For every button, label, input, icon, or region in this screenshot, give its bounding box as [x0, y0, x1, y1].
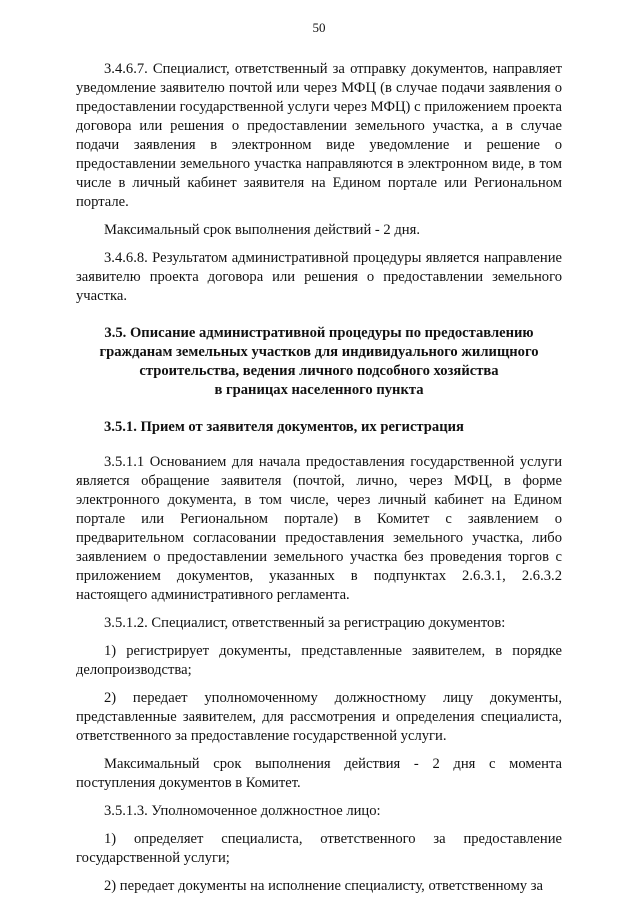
- paragraph-3-5-1-1: 3.5.1.1 Основанием для начала предоставления государственной услуги является обращение заявителя (почтой, лично, через МФЦ, в форме электронного документа, в том числе, через личный кабинет на Едином портале или Региональном портале) в Комитет с заявлением о предварительном согласовании предоставления земельного участка, либо заявлением о предоставлении земельного участка без проведения торгов с приложением документов, указанных в подпунктах 2.6.3.1, 2.6.3.2 настоящего административного регламента.: [76, 454, 562, 603]
- section-heading-line: гражданам земельных участков для индивидуального жилищного: [99, 344, 539, 360]
- section-heading-3-5: [76, 324, 562, 400]
- document-page: [76, 20, 562, 905]
- paragraph-3-4-6-8: 3.4.6.8. Результатом административной процедуры является направление заявителю проекта договора или решения о предоставлении земельного участка.: [76, 250, 562, 304]
- paragraph-max-term-1: Максимальный срок выполнения действий - 2 дня.: [104, 222, 420, 238]
- list-item-define-specialist: 1) определяет специалиста, ответственного за предоставление государственной услуги;: [76, 831, 562, 866]
- paragraph-3-5-1-3: 3.5.1.3. Уполномоченное должностное лицо:: [104, 803, 381, 819]
- page-number: 50: [312, 20, 326, 35]
- paragraph-3-5-1-2: 3.5.1.2. Специалист, ответственный за регистрацию документов:: [104, 615, 506, 631]
- list-item-register: 1) регистрирует документы, представленные заявителем, в порядке делопроизводства;: [76, 643, 562, 678]
- paragraph-3-4-6-7: 3.4.6.7. Специалист, ответственный за отправку документов, направляет уведомление заявителю почтой или через МФЦ (в случае подачи заявления о предоставлении государственной услуги через МФЦ) с приложением проекта договора или решения о предоставлении земельного участка, а в случае подачи заявления в электронном виде уведомление и решение о предоставлении земельного участка направляются в электронном виде, в том числе в личный кабинет заявителя на Едином портале или Региональном портале.: [76, 61, 562, 210]
- section-heading-line: 3.5. Описание административной процедуры по предоставлению: [104, 325, 534, 341]
- subsection-heading-3-5-1: 3.5.1. Прием от заявителя документов, их регистрация: [104, 419, 464, 435]
- list-item-transfer: 2) передает уполномоченному должностному лицу документы, представленные заявителем, для рассмотрения и определения специалиста, ответственного за предоставление государственной услуги.: [76, 690, 562, 744]
- paragraph-max-term-2: Максимальный срок выполнения действия - 2 дня с момента поступления документов в Комитет.: [76, 756, 562, 791]
- list-item-pass-documents: 2) передает документы на исполнение специалисту, ответственному за: [104, 878, 543, 894]
- section-heading-line: в границах населенного пункта: [214, 382, 424, 398]
- section-heading-line: строительства, ведения личного подсобного хозяйства: [139, 363, 499, 379]
